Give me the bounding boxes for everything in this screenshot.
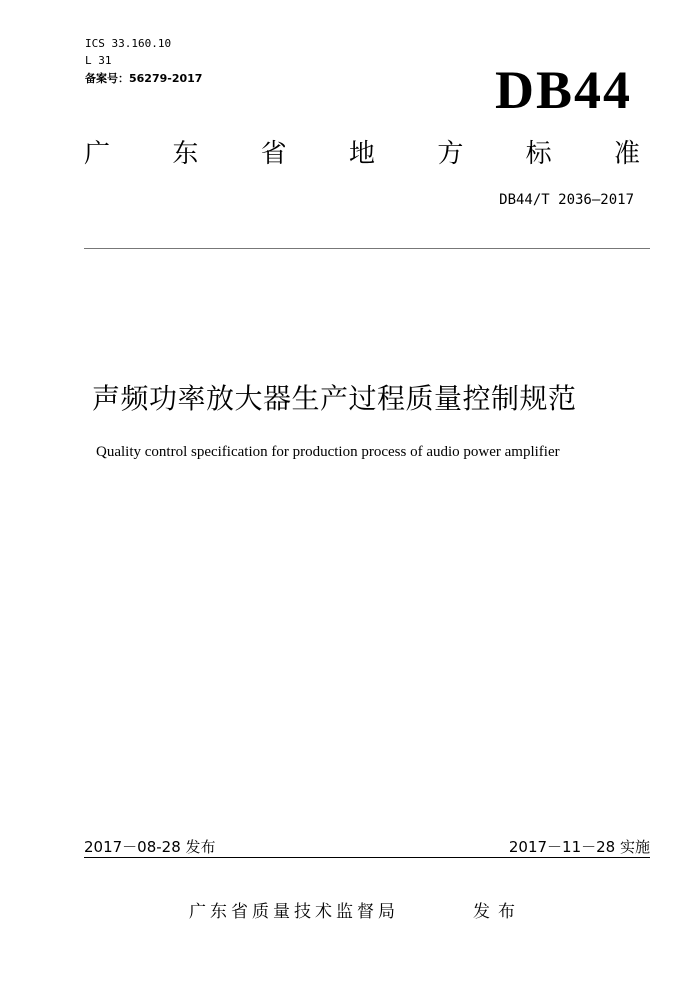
standard-type-heading bbox=[84, 137, 640, 171]
issuing-action: 发布 bbox=[473, 902, 523, 922]
issuing-authority: 广东省质量技术监督局 bbox=[189, 902, 399, 922]
standard-code-logo: DB44 bbox=[494, 60, 632, 120]
footer-divider bbox=[84, 857, 650, 858]
issue-date: 2017－08-28 发布 bbox=[84, 838, 216, 856]
standard-type-char: 省 bbox=[260, 139, 287, 169]
classification-code: L 31 bbox=[85, 54, 112, 67]
ics-code: ICS 33.160.10 bbox=[85, 37, 172, 50]
standard-type-char: 标 bbox=[525, 139, 552, 169]
record-number: 备案号：56279-2017 bbox=[85, 72, 203, 85]
document-title-english: Quality control specification for production process of audio power amplifier bbox=[96, 444, 560, 460]
standard-type-char: 广 bbox=[84, 139, 111, 169]
header-divider bbox=[84, 248, 650, 249]
standard-type-char: 地 bbox=[348, 139, 375, 169]
standard-type-char: 方 bbox=[437, 139, 464, 169]
standard-number: DB44/T 2036—2017 bbox=[499, 192, 634, 208]
document-title-chinese: 声频功率放大器生产过程质量控制规范 bbox=[92, 382, 577, 415]
standard-type-char: 东 bbox=[172, 139, 199, 169]
implementation-date: 2017－11－28 实施 bbox=[508, 838, 650, 856]
standard-type-char: 准 bbox=[613, 139, 640, 169]
